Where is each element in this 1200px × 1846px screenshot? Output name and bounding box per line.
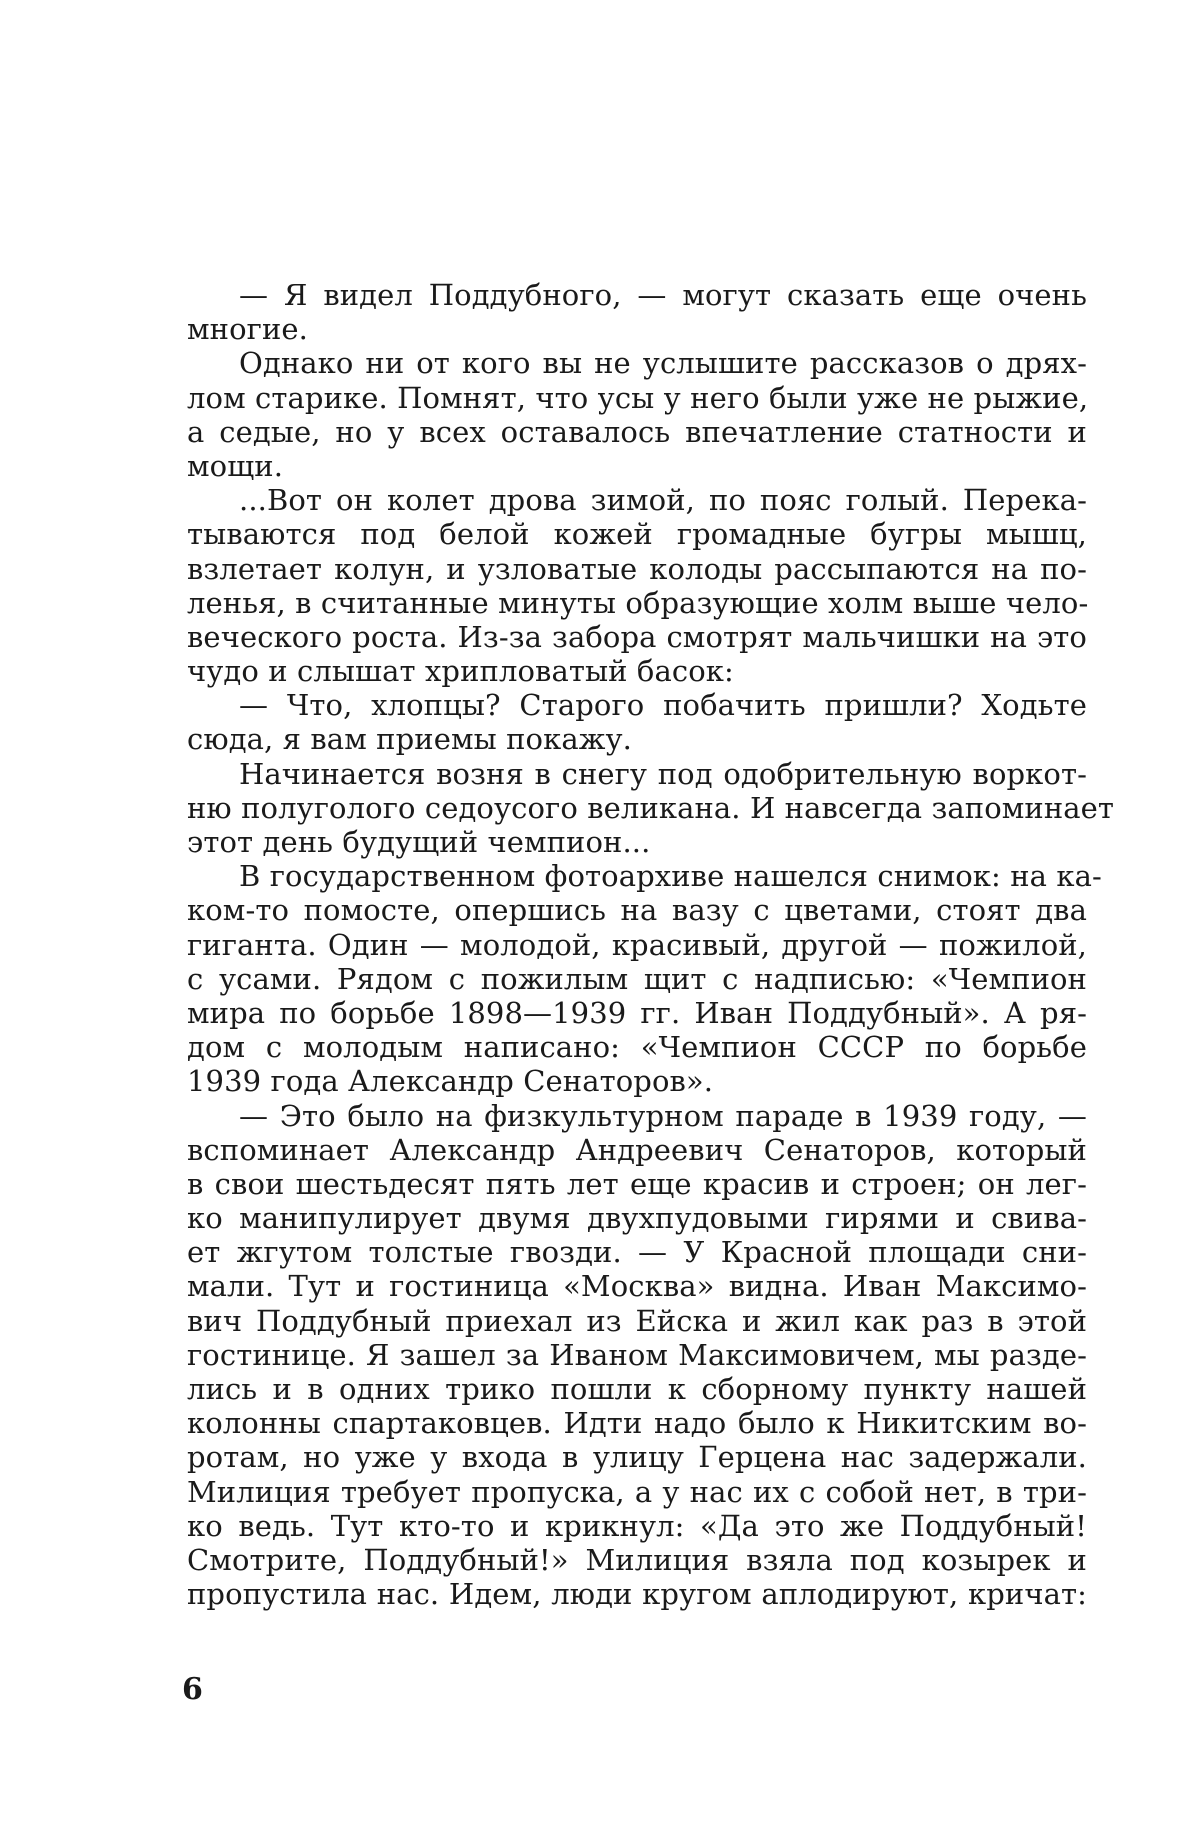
text-line: пропустила нас. Идем, люди кругом аплодируют, кричат: (187, 1577, 1087, 1611)
text-line: тываются под белой кожей громадные бугры мышц, (187, 517, 1087, 551)
text-line: мали. Тут и гостиница «Москва» видна. Иван Максимо- (187, 1269, 1087, 1303)
text-line: ротам, но уже у входа в улицу Герцена нас задержали. (187, 1440, 1087, 1474)
text-line: 1939 года Александр Сенаторов». (187, 1064, 1087, 1098)
text-line: с усами. Рядом с пожилым щит с надписью: «Чемпион (187, 962, 1087, 996)
text-line: мощи. (187, 449, 1087, 483)
text-line: Смотрите, Поддубный!» Милиция взяла под козырек и (187, 1543, 1087, 1577)
text-line: этот день будущий чемпион... (187, 825, 1087, 859)
text-line: ...Вот он колет дрова зимой, по пояс голый. Перека- (187, 483, 1087, 517)
text-line: вич Поддубный приехал из Ейска и жил как раз в этой (187, 1304, 1087, 1338)
text-line: гостинице. Я зашел за Иваном Максимовичем, мы разде- (187, 1338, 1087, 1372)
text-line: взлетает колун, и узловатые колоды рассыпаются на по- (187, 552, 1087, 586)
book-page-text (187, 278, 1087, 1611)
text-line: гиганта. Один — молодой, красивый, другой — пожилой, (187, 928, 1087, 962)
text-line: веческого роста. Из-за забора смотрят мальчишки на это (187, 620, 1087, 654)
text-line: сюда, я вам приемы покажу. (187, 722, 1087, 756)
text-line: а седые, но у всех оставалось впечатление статности и (187, 415, 1087, 449)
text-line: Начинается возня в снегу под одобрительную воркот- (187, 757, 1087, 791)
text-line: вспоминает Александр Андреевич Сенаторов, который (187, 1133, 1087, 1167)
text-line: — Это было на физкультурном параде в 1939 году, — (187, 1099, 1087, 1133)
text-line: ко манипулирует двумя двухпудовыми гирями и свива- (187, 1201, 1087, 1235)
text-line: ню полуголого седоусого великана. И навсегда запоминает (187, 791, 1087, 825)
text-line: В государственном фотоархиве нашелся снимок: на ка- (187, 859, 1087, 893)
text-line: в свои шестьдесят пять лет еще красив и строен; он лег- (187, 1167, 1087, 1201)
text-line: Однако ни от кого вы не услышите рассказов о дрях- (187, 346, 1087, 380)
text-line: ко ведь. Тут кто-то и крикнул: «Да это же Поддубный! (187, 1509, 1087, 1543)
text-line: ком-то помосте, опершись на вазу с цветами, стоят два (187, 893, 1087, 927)
text-line: Милиция требует пропуска, а у нас их с собой нет, в три- (187, 1475, 1087, 1509)
text-line: дом с молодым написано: «Чемпион СССР по борьбе (187, 1030, 1087, 1064)
text-line: многие. (187, 312, 1087, 346)
text-line: ленья, в считанные минуты образующие холм выше чело- (187, 586, 1087, 620)
text-line: лись и в одних трико пошли к сборному пункту нашей (187, 1372, 1087, 1406)
page-number: 6 (182, 1672, 203, 1708)
text-line: — Я видел Поддубного, — могут сказать еще очень (187, 278, 1087, 312)
text-line: чудо и слышат хрипловатый басок: (187, 654, 1087, 688)
text-line: — Что, хлопцы? Старого побачить пришли? Ходьте (187, 688, 1087, 722)
text-line: колонны спартаковцев. Идти надо было к Никитским во- (187, 1406, 1087, 1440)
text-line: лом старике. Помнят, что усы у него были уже не рыжие, (187, 381, 1087, 415)
text-line: ет жгутом толстые гвозди. — У Красной площади сни- (187, 1235, 1087, 1269)
text-line: мира по борьбе 1898—1939 гг. Иван Поддубный». А ря- (187, 996, 1087, 1030)
